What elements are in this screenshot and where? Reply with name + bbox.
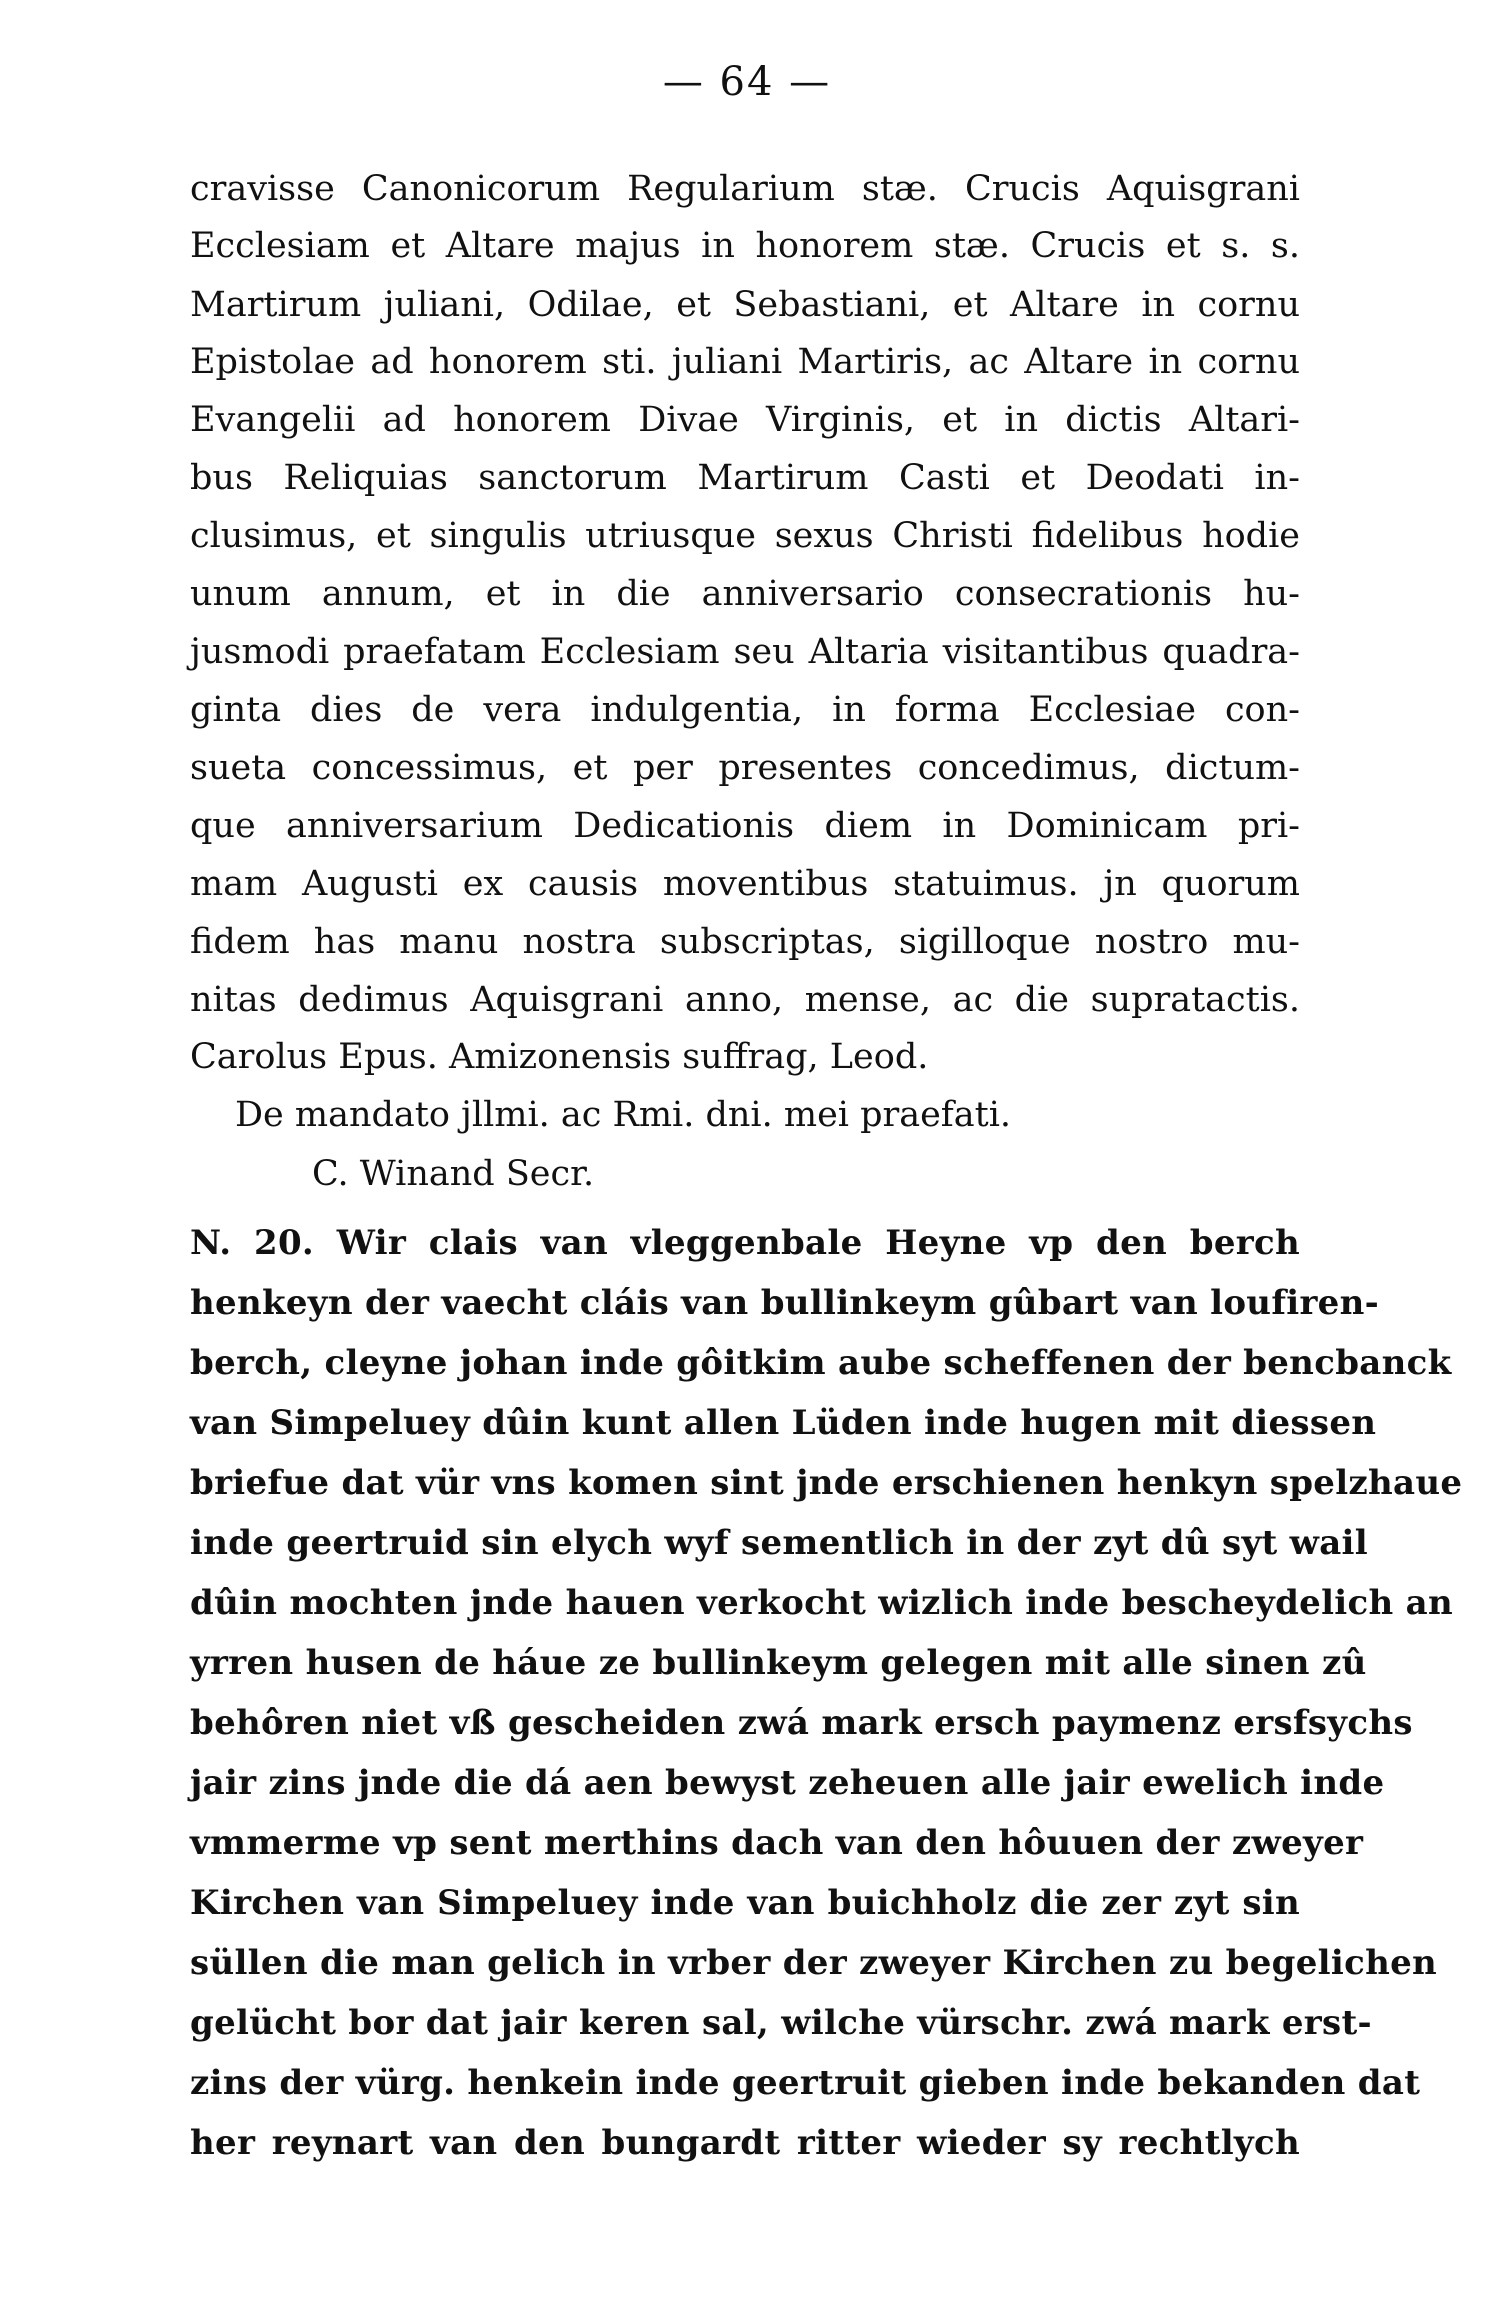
latin-line: Evangelii ad honorem Divae Virginis, et in dictis Altari-	[190, 400, 1300, 440]
fraktur-line: henkeyn der vaecht cláis van bullinkeym gûbart van loufiren-	[190, 1283, 1380, 1323]
fraktur-line: gelücht bor dat jair keren sal, wilche vürschr. zwá mark erst-	[190, 2003, 1372, 2043]
fraktur-line: inde geertruid sin elych wyf sementlich in der zyt dû syt wail	[190, 1523, 1368, 1563]
latin-line: bus Reliquias sanctorum Martirum Casti et Deodati in-	[190, 458, 1300, 498]
latin-line: fidem has manu nostra subscriptas, sigilloque nostro mu-	[190, 922, 1300, 962]
fraktur-line: süllen die man gelich in vrber der zweyer Kirchen zu begelichen	[190, 1943, 1438, 1983]
fraktur-line: berch, cleyne johan inde gôitkim aube scheffenen der bencbanck	[190, 1343, 1452, 1383]
fraktur-line: jair zins jnde die dá aen bewyst zeheuen alle jair ewelich inde	[190, 1763, 1385, 1803]
latin-line: que anniversarium Dedicationis diem in Dominicam pri-	[190, 806, 1300, 846]
fraktur-line: Kirchen van Simpeluey inde van buichholz die zer zyt sin	[190, 1883, 1300, 1923]
latin-line: ginta dies de vera indulgentia, in forma Ecclesiae con-	[190, 690, 1300, 730]
page-number: — 64 —	[662, 59, 832, 105]
fraktur-line: zins der vürg. henkein inde geertruit gieben inde bekanden dat	[190, 2063, 1421, 2103]
fraktur-line: vmmerme vp sent merthins dach van den hôuuen der zweyer	[190, 1823, 1364, 1863]
signature-line: Carolus Epus. Amizonensis suffrag, Leod.	[190, 1037, 929, 1077]
latin-line: Martirum juliani, Odilae, et Sebastiani, et Altare in cornu	[190, 285, 1300, 325]
fraktur-line: van Simpeluey dûin kunt allen Lüden inde hugen mit diessen	[190, 1403, 1377, 1443]
fraktur-line: briefue dat vür vns komen sint jnde erschienen henkyn spelzhaue	[190, 1463, 1463, 1503]
latin-line: clusimus, et singulis utriusque sexus Christi fidelibus hodie	[190, 516, 1300, 556]
mandate-line: De mandato jllmi. ac Rmi. dni. mei praefati.	[235, 1095, 1012, 1135]
latin-line: Ecclesiam et Altare majus in honorem stæ. Crucis et s. s.	[190, 226, 1300, 266]
latin-line: sueta concessimus, et per presentes concedimus, dictum-	[190, 748, 1300, 788]
latin-line: jusmodi praefatam Ecclesiam seu Altaria visitantibus quadra-	[190, 632, 1300, 672]
latin-line: cravisse Canonicorum Regularium stæ. Crucis Aquisgrani	[190, 169, 1300, 209]
fraktur-line: dûin mochten jnde hauen verkocht wizlich inde bescheydelich an	[190, 1583, 1454, 1623]
fraktur-line: N. 20. Wir clais van vleggenbale Heyne vp den berch	[190, 1223, 1300, 1263]
fraktur-line: her reynart van den bungardt ritter wieder sy rechtlych	[190, 2123, 1300, 2163]
fraktur-line: yrren husen de háue ze bullinkeym gelegen mit alle sinen zû	[190, 1643, 1367, 1683]
secretary-line: C. Winand Secr.	[312, 1154, 595, 1194]
latin-line: nitas dedimus Aquisgrani anno, mense, ac die supratactis.	[190, 980, 1300, 1020]
latin-line: unum annum, et in die anniversario consecrationis hu-	[190, 574, 1300, 614]
latin-line: Epistolae ad honorem sti. juliani Martiris, ac Altare in cornu	[190, 342, 1300, 382]
latin-line: mam Augusti ex causis moventibus statuimus. jn quorum	[190, 864, 1300, 904]
fraktur-line: behôren niet vß gescheiden zwá mark ersch paymenz ersfsychs	[190, 1703, 1413, 1743]
